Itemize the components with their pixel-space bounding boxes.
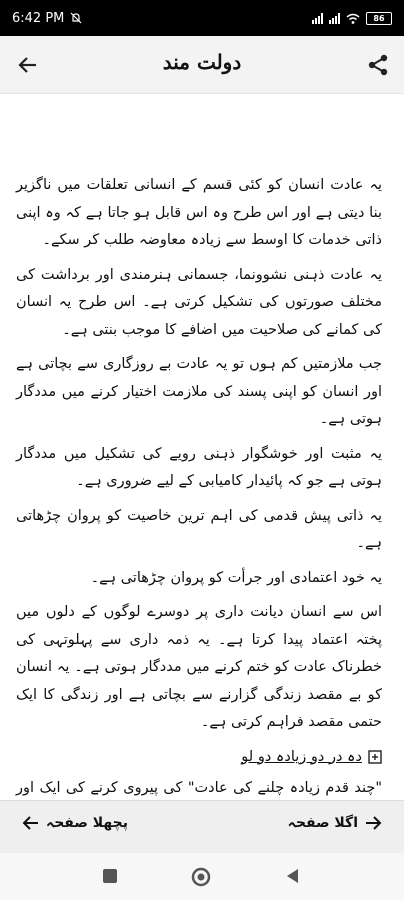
page-title: دولت مند bbox=[162, 50, 242, 74]
section-heading bbox=[16, 744, 382, 772]
arrow-right-icon bbox=[364, 816, 382, 830]
paragraph: یہ عادت ذہنی نشوونما، جسمانی ہنرمندی اور برداشت کی مختلف صورتوں کی تشکیل کرتی ہے۔ اس طرح یہ انسان کی کمانے کی صلاحیت میں اضافے کا موجب بنتی ہے۔ bbox=[16, 266, 382, 338]
reading-content[interactable] bbox=[0, 94, 404, 800]
paragraph: "چند قدم زیادہ چلنے کی عادت" کی پیروی کرنے کی ایک اور bbox=[16, 780, 382, 796]
paragraph: جب ملازمتیں کم ہوں تو یہ عادت بے روزگاری سے بچاتی ہے اور انسان کو اپنی پسند کی ملازمت اختیار کرنے میں مددگار ہوتی ہے۔ bbox=[16, 356, 382, 427]
previous-page-label: پچھلا صفحہ bbox=[46, 815, 128, 831]
status-bar bbox=[0, 0, 404, 36]
battery-icon: 86 bbox=[366, 12, 392, 25]
section-heading-label: دہ در دو زیادہ دو لو bbox=[241, 748, 362, 765]
system-navigation-bar bbox=[0, 853, 404, 900]
paragraph: اس سے انسان دیانت داری پر دوسرے لوگوں کے دلوں میں پختہ اعتماد پیدا کرتا ہے۔ یہ ذمہ داری سے پہلوتہی کی خطرناک عادت کو ختم کرنے میں مددگار ہوتی ہے۔ یہ انسان کو بے مقصد زندگی گزارنے سے بچاتی ہے اور زندگی کا ایک حتمی مقصد فراہم کرتی ہے۔ bbox=[16, 604, 382, 730]
status-time: 6:42 PM bbox=[12, 10, 65, 26]
section-marker-icon bbox=[368, 750, 382, 764]
app-bar bbox=[0, 36, 404, 94]
home-circle-icon[interactable] bbox=[190, 866, 212, 888]
system-back-icon[interactable] bbox=[283, 866, 303, 886]
previous-page-button[interactable] bbox=[22, 815, 128, 831]
arrow-left-icon bbox=[22, 816, 40, 830]
signal-icon-2 bbox=[329, 13, 340, 24]
next-page-button[interactable] bbox=[288, 815, 382, 831]
paragraph: یہ عادت انسان کو کئی قسم کے انسانی تعلقات میں ناگزیر بنا دیتی ہے اور اس طرح وہ اس قابل ہو جاتا ہے کہ وہ اپنی ذاتی خدمات کا اوسط سے زیادہ معاوضہ طلب کر سکے۔ bbox=[16, 177, 382, 248]
paragraph: یہ خود اعتمادی اور جرأت کو پروان چڑھاتی ہے۔ bbox=[90, 569, 382, 586]
paragraph: یہ ذاتی پیش قدمی کی اہم ترین خاصیت کو پروان چڑھاتی ہے۔ bbox=[16, 507, 382, 551]
recents-square-icon[interactable] bbox=[100, 866, 120, 886]
share-icon[interactable] bbox=[364, 51, 392, 79]
paragraph: یہ مثبت اور خوشگوار ذہنی رویے کی تشکیل میں مددگار ہوتی ہے جو کہ پائیدار کامیابی کے لیے ضروری ہے۔ bbox=[16, 445, 382, 489]
signal-icon bbox=[312, 13, 323, 24]
wifi-icon bbox=[346, 13, 360, 24]
mute-icon bbox=[70, 12, 82, 24]
next-page-label: اگلا صفحہ bbox=[287, 815, 358, 831]
page-navigation bbox=[0, 800, 404, 853]
